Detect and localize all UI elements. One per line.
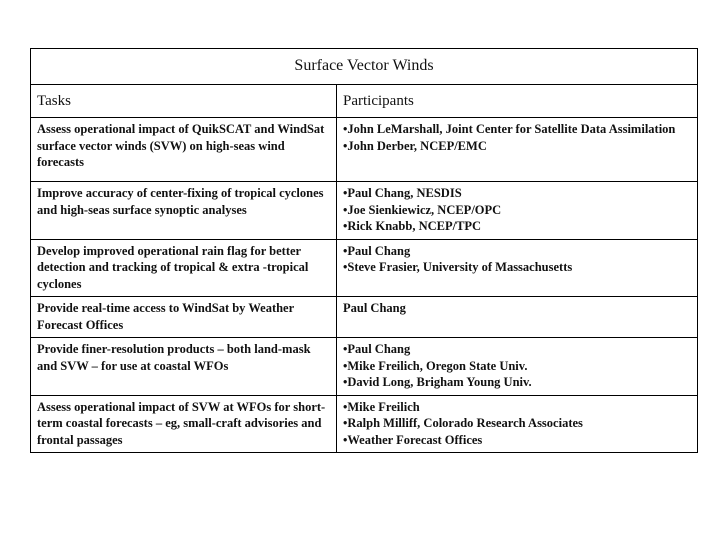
title-row [31,49,698,85]
table-row [31,118,698,182]
participants-cell [337,338,698,396]
participant: •Steve Frasier, University of Massachusetts [343,260,573,274]
task-cell: Assess operational impact of SVW at WFOs for short-term coastal forecasts – eg, small-craft advisories and frontal passages [31,395,337,453]
participant: •Ralph Milliff, Colorado Research Associates [343,416,583,430]
header-participants: Participants [337,85,698,118]
participants-cell [337,297,698,338]
participant: •David Long, Brigham Young Univ. [343,375,532,389]
table-row [31,182,698,240]
participant: •John LeMarshall, Joint Center for Satellite Data Assimilation [343,122,676,136]
table-row [31,239,698,297]
participant: •Mike Freilich [343,399,420,414]
task-cell: Improve accuracy of center-fixing of tropical cyclones and high-seas surface synoptic analyses [31,182,337,240]
participant: •Paul Chang, NESDIS [343,186,462,200]
participant: •Rick Knabb, NCEP/TPC [343,219,482,233]
participant: •Joe Sienkiewicz, NCEP/OPC [343,202,502,217]
participant: •Paul Chang [343,243,411,258]
task-cell: Develop improved operational rain flag for better detection and tracking of tropical & extra -tropical cyclones [31,239,337,297]
table-row [31,338,698,396]
participants-cell [337,118,698,182]
header-tasks: Tasks [31,85,337,118]
participant: •Mike Freilich, Oregon State Univ. [343,358,528,373]
task-cell: Provide finer-resolution products – both land-mask and SVW – for use at coastal WFOs [31,338,337,396]
table-row [31,395,698,453]
participant: •Weather Forecast Offices [343,432,483,447]
participants-cell [337,182,698,240]
task-cell: Provide real-time access to WindSat by Weather Forecast Offices [31,297,337,338]
participant: Paul Chang [343,301,406,315]
participant: •Paul Chang [343,342,411,356]
table-row [31,297,698,338]
header-row [31,85,698,118]
svw-table [30,48,698,453]
task-cell: Assess operational impact of QuikSCAT and WindSat surface vector winds (SVW) on high-seas wind forecasts [31,118,337,182]
table-title: Surface Vector Winds [31,49,698,85]
participants-cell [337,395,698,453]
participant: •John Derber, NCEP/EMC [343,138,487,153]
participants-cell [337,239,698,297]
